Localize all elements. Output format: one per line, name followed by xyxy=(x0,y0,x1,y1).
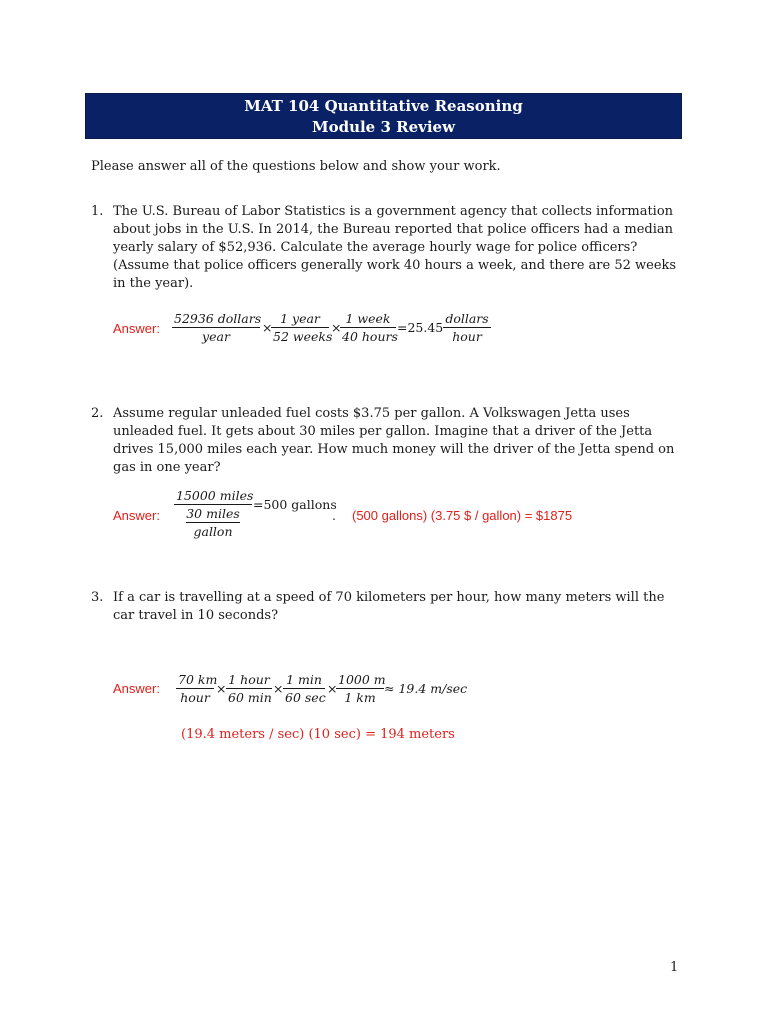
answer-followup: (500 gallons) (3.75 $ / gallon) = $1875 xyxy=(352,508,573,523)
module-title: Module 3 Review xyxy=(311,118,455,136)
fraction: $\frac{1000 m}{1 km}$ xyxy=(338,672,386,705)
answer-label: Answer: xyxy=(113,321,160,336)
question-text: The U.S. Bureau of Labor Statistics is a government agency that collects information about jobs in the U.S. In 2014, the Bureau reported that police officers had a median yearly salary of $52,936. Calculate the average hourly wage for police officers? (Assume that police officers generally work 40 hours a week, and there are 52 weeks in the year). xyxy=(113,204,677,291)
fraction: 1 year 52 weeks xyxy=(273,311,333,344)
answer-label: Answer: xyxy=(113,508,160,523)
fraction: dollars hour xyxy=(443,311,491,344)
answer-label: Answer: xyxy=(113,681,160,696)
title-banner xyxy=(85,93,682,139)
page-number: 1 xyxy=(670,960,679,975)
question-text: Assume regular unleaded fuel costs $3.75 per gallon. A Volkswagen Jetta uses unleaded fuel. It gets about 30 miles per gallon. Imagine that a driver of the Jetta drives 15,000 miles each year. How much money will the driver of the Jetta spend on gas in one year? xyxy=(113,406,675,475)
question-number: 2. xyxy=(91,406,104,421)
course-title: MAT 104 Quantitative Reasoning xyxy=(244,97,523,115)
fraction: 70 km hour xyxy=(178,672,218,705)
fraction: 1 hour 60 min xyxy=(228,672,272,705)
question-text: If a car is travelling at a speed of 70 kilometers per hour, how many meters will the car travel in 10 seconds? xyxy=(113,590,665,623)
fraction: 1 min 60 sec xyxy=(285,672,326,705)
fraction: 52936 dollars year xyxy=(174,311,262,344)
fraction: 1 week 40 hours xyxy=(342,311,398,344)
instructions: Please answer all of the questions below and show your work. xyxy=(91,159,501,174)
compound-fraction: 15000 miles 30 miles gallon xyxy=(176,488,254,539)
question-number: 1. xyxy=(91,204,104,219)
answer-followup: (19.4 meters / sec) (10 sec) = 194 meters xyxy=(181,727,455,742)
question-number: 3. xyxy=(91,590,104,605)
